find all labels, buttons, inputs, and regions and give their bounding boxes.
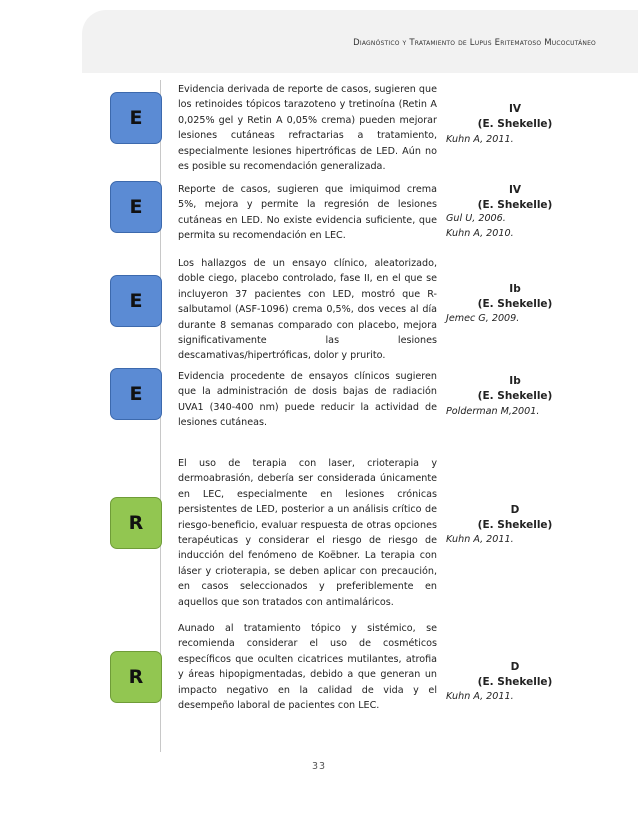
- citation-list: [446, 311, 596, 326]
- citation: Kuhn A, 2011.: [446, 134, 514, 145]
- citation: Gul U, 2006.: [446, 213, 506, 224]
- level-grade: D: [510, 504, 520, 516]
- page-number: 33: [311, 761, 327, 772]
- citation-list: [446, 211, 596, 241]
- level-grade: Ib: [509, 375, 521, 387]
- citation: Kuhn A, 2011.: [446, 691, 514, 702]
- evidence-level: [470, 183, 560, 213]
- citation: Kuhn A, 2011.: [446, 534, 514, 545]
- level-scale: (E. Shekelle): [477, 298, 553, 310]
- citation-list: [446, 404, 596, 419]
- level-grade: D: [510, 661, 520, 673]
- evidence-badge: E: [110, 92, 162, 144]
- evidence-badge: E: [110, 275, 162, 327]
- level-grade: IV: [508, 103, 522, 115]
- level-scale: (E. Shekelle): [477, 199, 553, 211]
- citation-list: [446, 132, 596, 147]
- citation: Jemec G, 2009.: [446, 313, 520, 324]
- document-title: Diagnóstico y Tratamiento de Lupus Eritematoso Mucocutáneo: [353, 38, 596, 48]
- citation-list: [446, 532, 596, 547]
- recommendation-badge: R: [110, 651, 162, 703]
- recommendation-badge: R: [110, 497, 162, 549]
- level-scale: (E. Shekelle): [477, 519, 553, 531]
- recommendation-text: El uso de terapia con laser, crioterapia y dermoabrasión, debería ser considerada únicamente en LEC, especialmente en lesiones crónicas persistentes de LED, posterior a un análisis crítico de riesgo-beneficio, evaluar respuesta de otras opciones terapéuticas y considerar el riesgo de riesgo de inducción del fenómeno de Koëbner. La terapia con láser y crioterapia, se deben aplicar con precaución, en casos seleccionados y preferiblemente en aquellos que son tratados con antimaláricos.: [178, 458, 437, 608]
- evidence-level: [470, 102, 560, 132]
- evidence-level: [470, 660, 560, 690]
- evidence-text: Evidencia derivada de reporte de casos, sugieren que los retinoides tópicos tarazoteno y tretinoína (Retin A 0,025% gel y Retin A 0,05% crema) pueden mejorar lesiones cutáneas refractarias a tratamiento, especialmente lesiones hipertróficas de LED. Aún no es posible su recomendación generalizada.: [178, 84, 437, 173]
- evidence-level: [470, 282, 560, 312]
- evidence-level: [470, 503, 560, 533]
- evidence-level: [470, 374, 560, 404]
- level-grade: IV: [508, 184, 522, 196]
- level-scale: (E. Shekelle): [477, 390, 553, 402]
- citation: Kuhn A, 2010.: [446, 228, 514, 239]
- evidence-badge: E: [110, 181, 162, 233]
- evidence-text: Reporte de casos, sugieren que imiquimod crema 5%, mejora y permite la regresión de lesiones cutáneas en LED. No existe evidencia suficiente, que permita su recomendación en LEC.: [178, 184, 437, 242]
- citation: Polderman M,2001.: [446, 406, 540, 417]
- citation-list: [446, 689, 596, 704]
- level-grade: Ib: [509, 283, 521, 295]
- level-scale: (E. Shekelle): [477, 676, 553, 688]
- level-scale: (E. Shekelle): [477, 118, 553, 130]
- recommendation-text: Aunado al tratamiento tópico y sistémico, se recomienda considerar el uso de cosméticos específicos que oculten cicatrices mutilantes, atrofia y áreas hipopigmentadas, debido a que generan un impacto negativo en la calidad de vida y el desempeño laboral de pacientes con LEC.: [178, 623, 437, 712]
- evidence-text: Los hallazgos de un ensayo clínico, aleatorizado, doble ciego, placebo controlado, fase II, en el que se incluyeron 37 pacientes con LED, mostró que R-salbutamol (ASF-1096) crema 0,5%, dos veces al día durante 8 semanas comparado con placebo, mejora significativamente las lesiones descamativas/hipertróficas, dolor y prurito.: [178, 258, 437, 362]
- evidence-badge: E: [110, 368, 162, 420]
- evidence-text: Evidencia procedente de ensayos clínicos sugieren que la administración de dosis bajas de radiación UVA1 (340-400 nm) puede reducir la actividad de lesiones cutáneas.: [178, 371, 437, 429]
